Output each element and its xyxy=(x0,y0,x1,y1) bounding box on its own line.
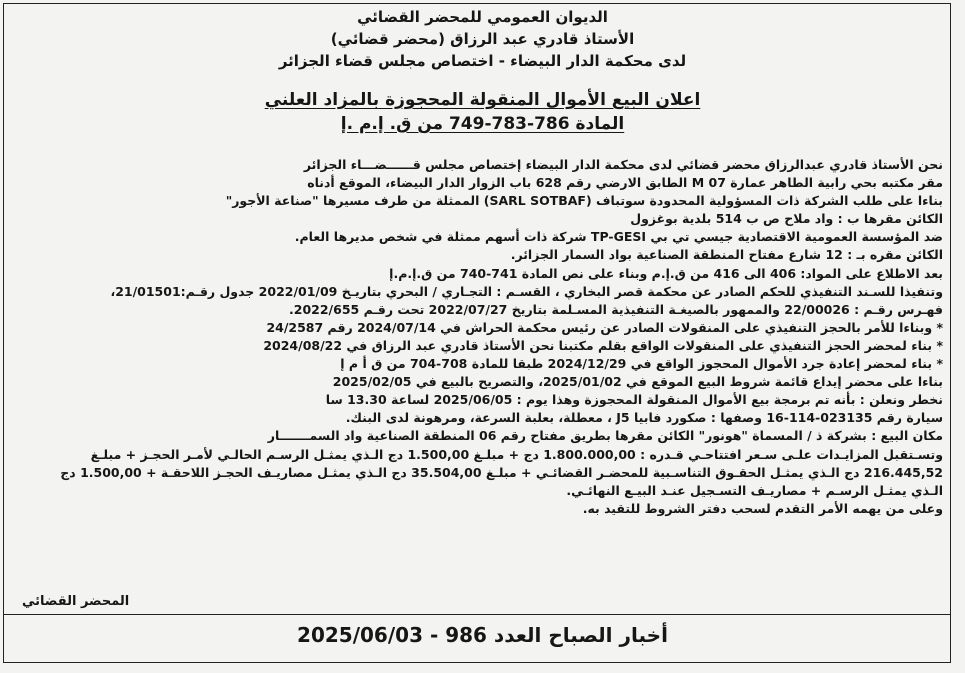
body-line: مقر مكتبه بحي رابية الطاهر عمارة M 07 الطابق الارضي رقم 628 باب الزوار الدار البيضاء، الموقع أدناه xyxy=(307,175,943,191)
bailiff-office-header xyxy=(0,6,965,72)
body-line: بناءا على محضر إيداع قائمة شروط البيع الموقع في 2025/01/02، والتصريح بالبيع في 2025/02/05 xyxy=(332,374,943,390)
body-line: نخطر ونعلن : بأنه تم برمجة بيع الأموال المنقولة المحجوزة وهذا يوم : 2025/06/05 لساعة 13.30 سا xyxy=(325,392,943,408)
body-line: مكان البيع : بشركة ذ / المسماة "هونور" الكائن مقرها بطريق مفتاح رقم 06 المنطقة الصناعية واد السمـــــــار xyxy=(267,428,943,444)
body-line: سيارة رقم 023135-114-16 وصفها : صكورد فابيا J5 ، معطلة، بعلبة السرعة، ومرهونة لدى البنك. xyxy=(345,410,943,426)
body-line: * وبناءا للأمر بالحجز التنفيذي على المنقولات الصادر عن رئيس محكمة الحراش في 2024/07/14 رقم 24/2587 xyxy=(266,319,943,335)
footer-divider xyxy=(4,614,950,615)
notice-title: اعلان البيع الأموال المنقولة المحجوزة بالمزاد العلني xyxy=(264,90,701,110)
body-line: الـذي يمثـل الرسـم + مصاريـف التسـجيل عنـد البيـع النهائـي. xyxy=(566,482,943,498)
notice-title-block xyxy=(0,88,965,136)
body-line: وعلى من يهمه الأمر التقدم لسحب دفتر الشروط للتقيد به. xyxy=(582,500,943,516)
bailiff-signature: المحضر القضائي xyxy=(22,594,130,609)
body-line: بعد الاطلاع على المواد: 406 الى 416 من ق.إ.م وبناء على نص المادة 741-740 من ق.إ.م.إ xyxy=(389,265,943,281)
body-line: الكائن مقره بـ : 12 شارع مفتاح المنطقة الصناعية بواد السمار الجزائر. xyxy=(510,247,943,263)
body-line: وتنفيذا للسـند التنفيذي للحكم الصادر عن محكمة قصر البخاري ، القسـم : التجـاري / البحري بتاريـخ 2022/01/09 جدول رقـم:21/01501، xyxy=(110,283,943,299)
newspaper-issue-footer: أخبار الصباح العدد 986 - 2025/06/03 xyxy=(297,623,668,647)
body-line: فهـرس رقـم : 22/00026 والممهور بالصيغـة التنفيذية المسـلمة بتاريخ 2022/07/27 تحت رقـم 2022/655. xyxy=(289,301,943,317)
header-line-bailiff-name: الأستاذ قادري عبد الرزاق (محضر قضائي) xyxy=(330,30,635,48)
body-line: ضد المؤسسة العمومية الاقتصادية جيسي تي بي TP-GESI شركة ذات أسهم ممثلة في شخص مديرها العام. xyxy=(294,229,943,245)
header-line-office: الديوان العمومي للمحضر القضائي xyxy=(357,8,608,26)
notice-article-reference: المادة 786-783-749 من ق. إ.م .إ xyxy=(340,114,625,134)
notice-body xyxy=(14,156,943,518)
header-line-court: لدى محكمة الدار البيضاء - اختصاص مجلس قضاء الجزائر xyxy=(278,52,687,70)
body-line: الكائن مقرها ب : واد ملاح ص ب 514 بلدية بوغزول xyxy=(630,211,943,227)
body-line: نحن الأستاذ قادري عبدالرزاق محضر قضائي لدى محكمة الدار البيضاء إختصاص مجلس قــــــضـــاء الجزائر xyxy=(303,157,943,172)
body-line: * بناء لمحضر الحجز التنفيذي على المنقولات الواقع بقلم مكتبنا نحن الأستاذ قادري عبد الرزاق في 2024/08/22 xyxy=(263,337,943,353)
body-line: 216.445,52 دج الـذي يمثـل الحقـوق التناسـبية للمحضـر القضائـي + مبلـغ 35.504,00 دج الـذي يمثـل مصاريـف الحجـز اللاحقـة + 1.500,00 دج xyxy=(60,464,943,480)
body-line: * بناء لمحضر إعادة جرد الأموال المحجوز الواقع في 2024/12/29 طبقا للمادة 708-704 من ق أ م إ xyxy=(340,356,943,372)
body-line: بناءا على طلب الشركة ذات المسؤولية المحدودة سوتباف (SARL SOTBAF) الممثلة من طرف مسيرها "صناعة الأجور" xyxy=(225,193,943,209)
body-line: وتسـتقبل المزايـدات علـى سـعر افتتاحـي قـدره : 1.800.000,00 دج + مبلـغ 1.500,00 دج الـذي يمثـل الرسـم الحالـي لأمـر الحجـز + مبلـغ xyxy=(90,446,943,462)
